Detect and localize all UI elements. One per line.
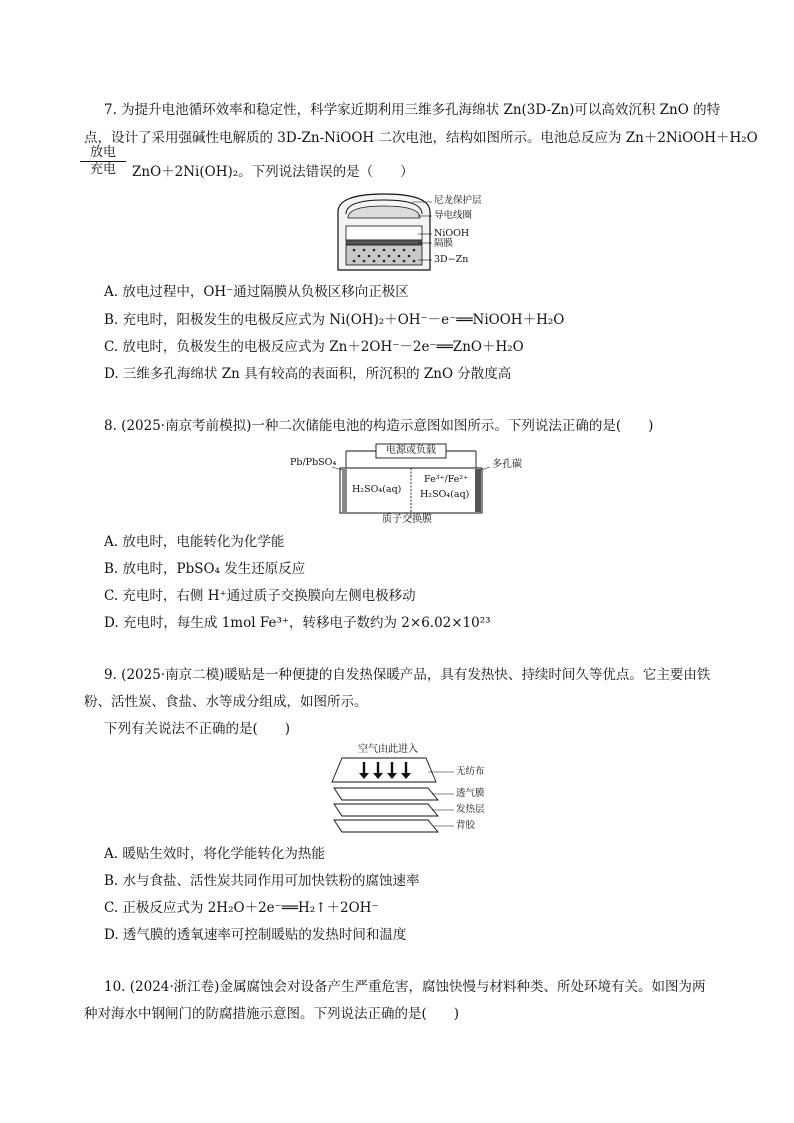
q7-option-d: D. 三维多孔海绵状 Zn 具有较高的表面积，所沉积的 ZnO 分散度高 xyxy=(104,366,512,382)
q7-line-2: 点，设计了采用强碱性电解质的 3D-Zn-NiOOH 二次电池，结构如图所示。电池总反应为 Zn＋2NiOOH＋H₂O xyxy=(84,130,758,146)
q9-label-air-inlet: 空气由此进入 xyxy=(358,744,418,755)
q9-line-3: 下列有关说法不正确的是( ) xyxy=(104,721,291,737)
q9-option-d: D. 透气膜的透氧速率可控制暖贴的发热时间和温度 xyxy=(104,927,407,943)
q9-option-b: B. 水与食盐、活性炭共同作用可加快铁粉的腐蚀速率 xyxy=(104,873,420,889)
q7-label-niooh: NiOOH xyxy=(434,228,470,239)
q7-label-3dzn: 3D−Zn xyxy=(434,254,469,265)
q7-discharge-label: 放电 xyxy=(89,145,116,160)
q8-option-b: B. 放电时，PbSO₄ 发生还原反应 xyxy=(104,561,306,577)
q7-charge-label: 充电 xyxy=(89,162,116,177)
q7-line-1: 7. 为提升电池循环效率和稳定性，科学家近期利用三维多孔海绵状 Zn(3D-Zn)可以高效沉积 ZnO 的特 xyxy=(104,102,721,118)
q7-battery-figure xyxy=(332,190,482,272)
q7-option-b: B. 充电时，阳极发生的电极反应式为 Ni(OH)₂＋OH⁻－e⁻══NiOOH＋H₂O xyxy=(104,312,565,328)
q7-label-separator: 隔膜 xyxy=(434,238,454,249)
q8-label-right-electrode: 多孔碳 xyxy=(492,459,522,470)
q7-option-c: C. 放电时，负极发生的电极反应式为 Zn＋2OH⁻－2e⁻══ZnO＋H₂O xyxy=(104,339,524,355)
q9-line-1: 9. (2025·南京二模)暖贴是一种便捷的自发热保暖产品，具有发热快、持续时间久等优点。它主要由铁 xyxy=(104,667,711,683)
q8-label-left-solution: H₂SO₄(aq) xyxy=(352,484,402,495)
q7-option-a: A. 放电过程中，OH⁻通过隔膜从负极区移向正极区 xyxy=(104,284,409,300)
q8-option-d: D. 充电时，每生成 1mol Fe³⁺，转移电子数约为 2×6.02×10²³ xyxy=(104,615,491,631)
q9-option-a: A. 暖贴生效时，将化学能转化为热能 xyxy=(104,846,325,862)
q9-handwarmer-figure xyxy=(328,744,508,838)
q9-option-c: C. 正极反应式为 2H₂O＋2e⁻══H₂↑＋2OH⁻ xyxy=(104,900,379,916)
q8-label-right-solution-ions: Fe³⁺/Fe²⁺ xyxy=(424,474,469,485)
q7-label-coil: 导电线圈 xyxy=(434,210,473,221)
q9-label-breathable-film: 透气膜 xyxy=(456,788,485,799)
q7-line-3: ZnO＋2Ni(OH)₂。下列说法错误的是（ ） xyxy=(132,164,414,180)
q8-label-membrane: 质子交换膜 xyxy=(382,514,432,525)
q8-label-right-solution-acid: H₂SO₄(aq) xyxy=(420,489,470,500)
q8-label-left-electrode: Pb/PbSO₄ xyxy=(290,457,337,468)
q8-label-load: 电源或负载 xyxy=(386,445,436,456)
q7-label-nylon: 尼龙保护层 xyxy=(434,195,482,206)
q8-battery-figure xyxy=(290,442,535,526)
q9-label-heating-layer: 发热层 xyxy=(456,804,485,815)
q10-line-2: 种对海水中钢闸门的防腐措施示意图。下列说法正确的是( ) xyxy=(84,1006,460,1022)
q9-label-backing-adhesive: 背胶 xyxy=(456,820,476,831)
q10-line-1: 10. (2024·浙江卷)金属腐蚀会对设备产生严重危害，腐蚀快慢与材料种类、所处环境有关。如图为两 xyxy=(104,979,706,995)
q8-option-c: C. 充电时，右侧 H⁺通过质子交换膜向左侧电极移动 xyxy=(104,588,416,604)
q9-line-2: 粉、活性炭、食盐、水等成分组成，如图所示。 xyxy=(84,694,368,710)
q9-label-nonwoven: 无纺布 xyxy=(456,766,485,777)
q8-line-1: 8. (2025·南京考前模拟)一种二次储能电池的构造示意图如图所示。下列说法正确的是( ) xyxy=(104,418,654,434)
q7-reaction-condition xyxy=(80,146,126,177)
q8-option-a: A. 放电时，电能转化为化学能 xyxy=(104,534,285,550)
